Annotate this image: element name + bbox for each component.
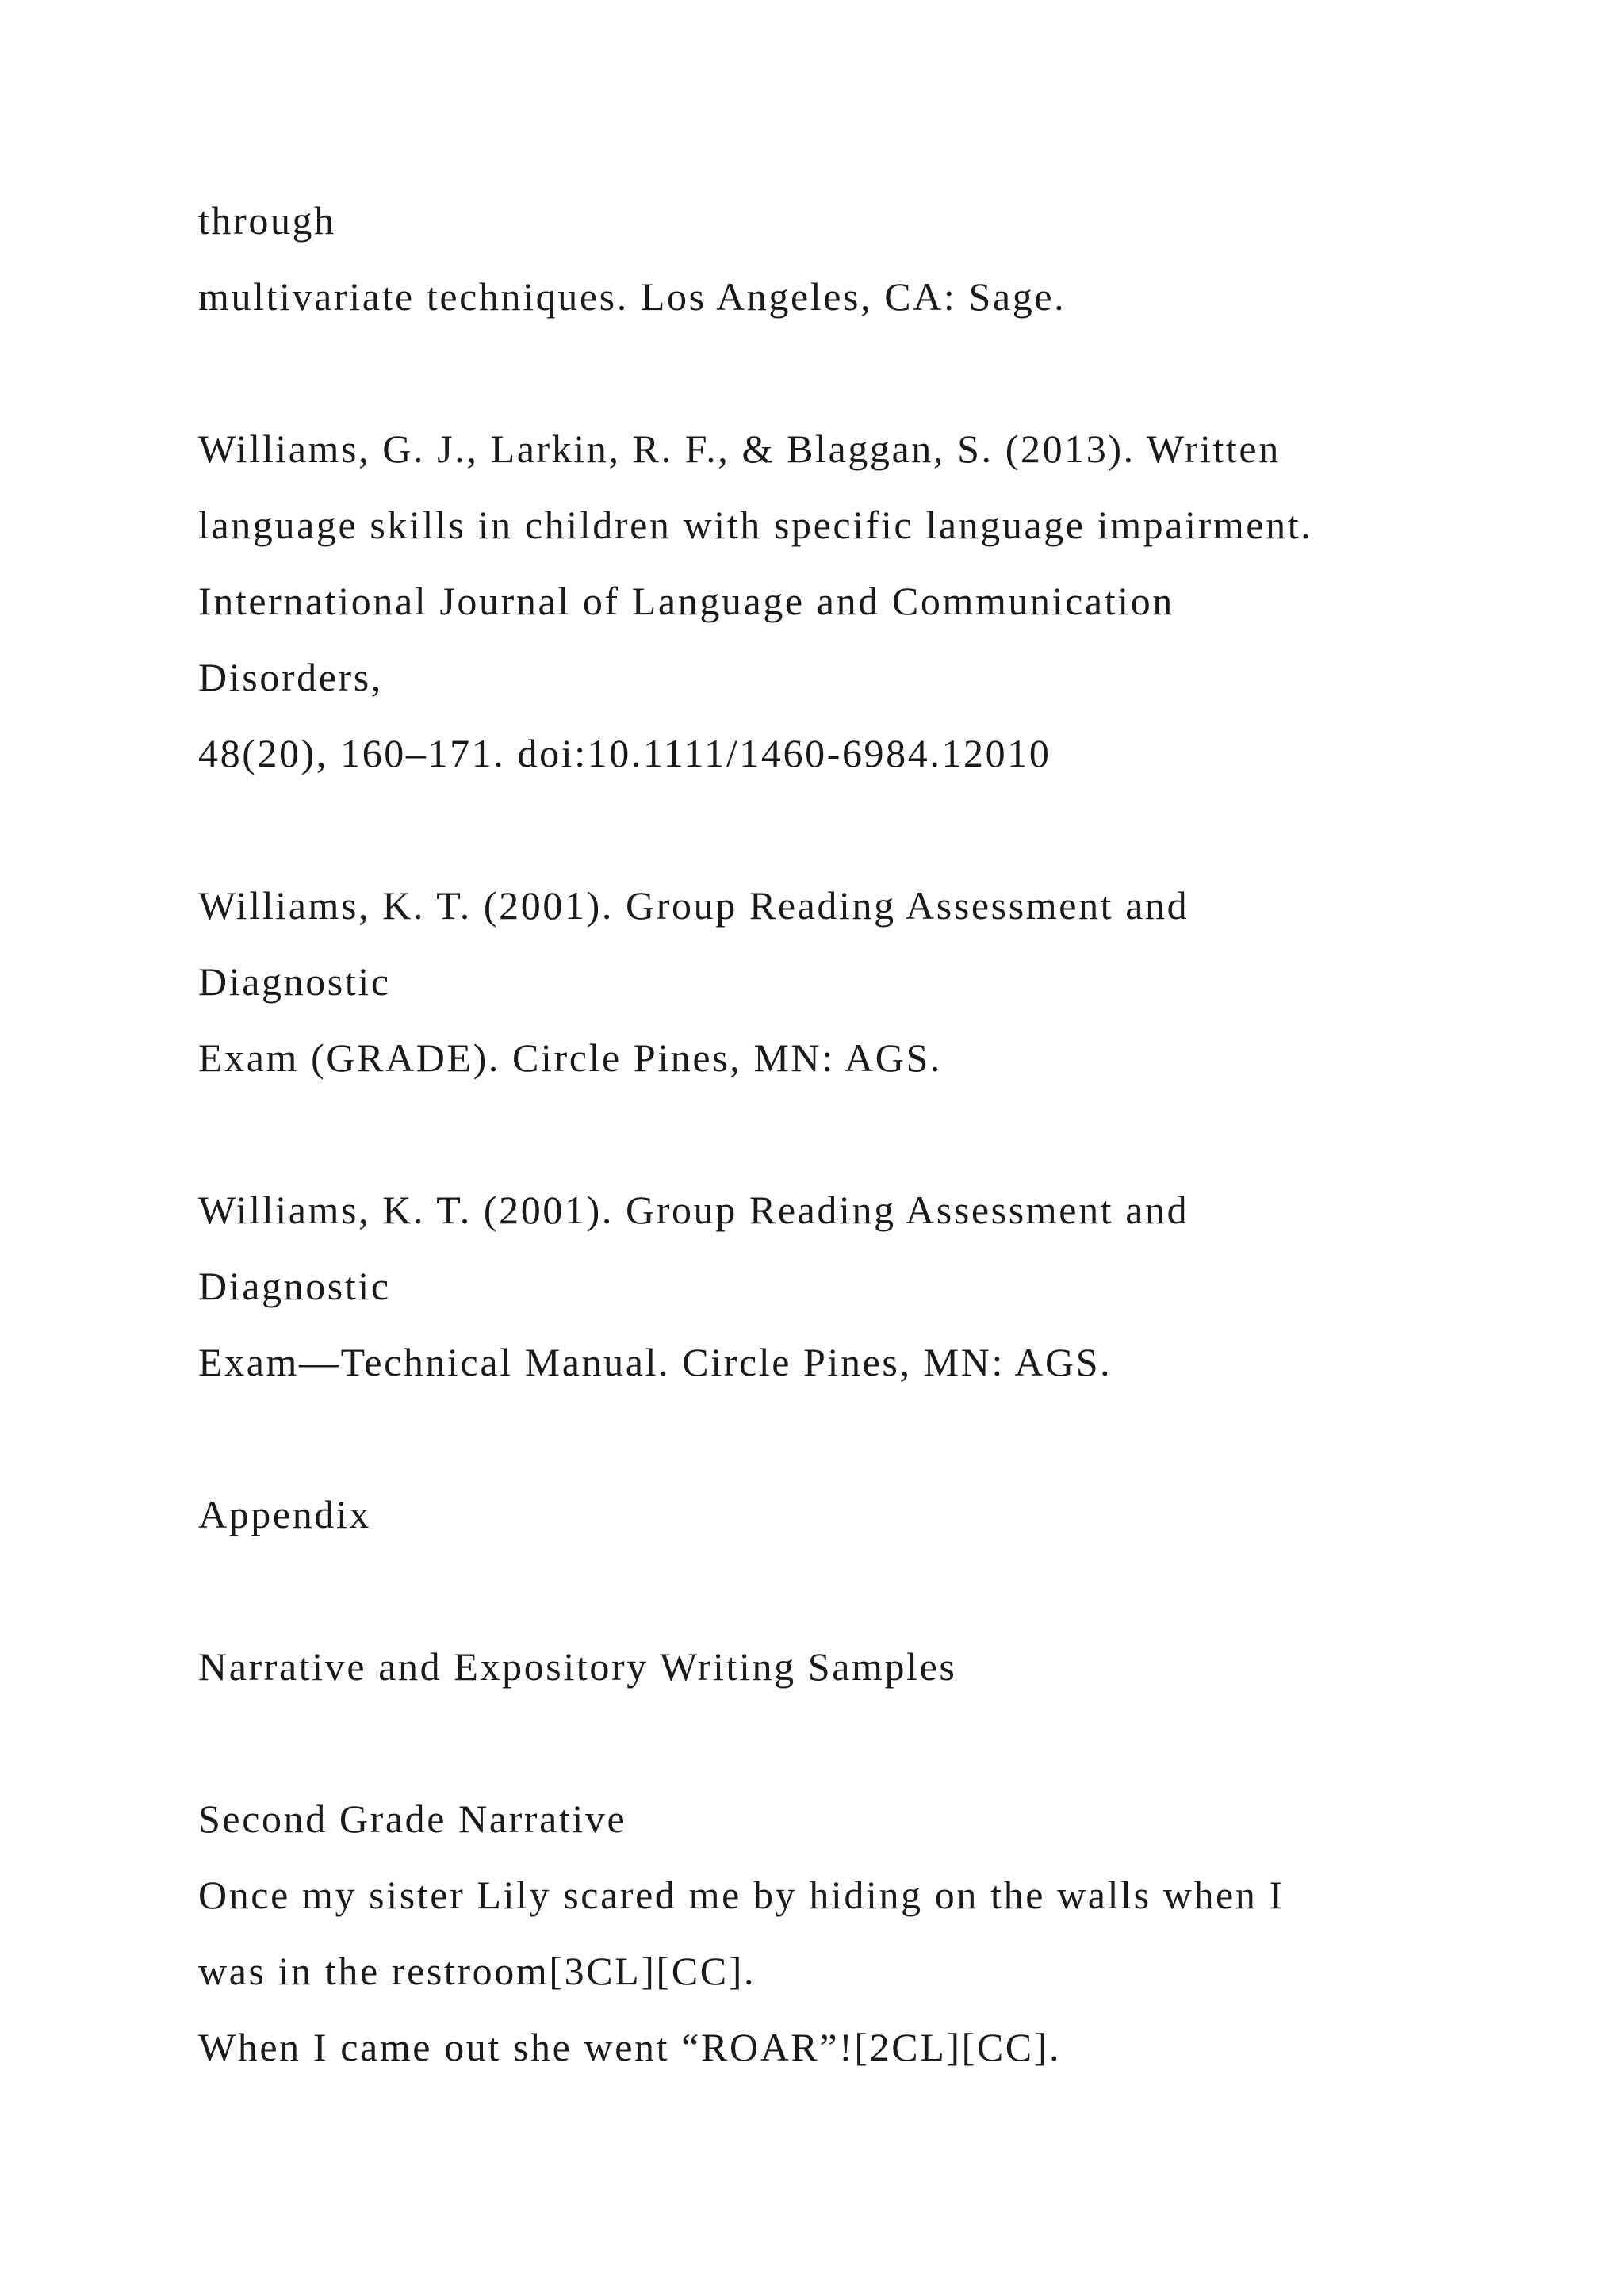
reference-williams-2001b-line-3: Exam—Technical Manual. Circle Pines, MN: AGS. (198, 1340, 1113, 1384)
reference-williams-2001b-line-2: Diagnostic (198, 1264, 391, 1308)
writing-sample-line-1: Once my sister Lily scared me by hiding on the walls when I (198, 1873, 1285, 1917)
reference-williams-2013-line-2: language skills in children with specific language impairment. (198, 503, 1313, 547)
writing-sample-line-3: When I came out she went “ROAR”![2CL][CC]. (198, 2025, 1062, 2069)
appendix-heading: Appendix (198, 1492, 371, 1536)
writing-sample-line-2: was in the restroom[3CL][CC]. (198, 1949, 756, 1993)
reference-williams-2013-line-5: 48(20), 160–171. doi:10.1111/1460-6984.12010 (198, 731, 1051, 775)
reference-continuation-line: multivariate techniques. Los Angeles, CA: Sage. (198, 274, 1067, 319)
subsection-heading: Second Grade Narrative (198, 1797, 627, 1841)
reference-williams-2001a-line-1: Williams, K. T. (2001). Group Reading Assessment and (198, 883, 1189, 928)
section-heading: Narrative and Expository Writing Samples (198, 1644, 957, 1689)
reference-williams-2013-line-4: Disorders, (198, 655, 383, 699)
reference-continuation-line: through (198, 198, 336, 243)
reference-williams-2001b-line-1: Williams, K. T. (2001). Group Reading Assessment and (198, 1188, 1189, 1232)
reference-williams-2013-line-1: Williams, G. J., Larkin, R. F., & Blaggan, S. (2013). Written (198, 427, 1281, 471)
reference-williams-2001a-line-2: Diagnostic (198, 959, 391, 1004)
reference-williams-2001a-line-3: Exam (GRADE). Circle Pines, MN: AGS. (198, 1035, 942, 1080)
reference-williams-2013-line-3: International Journal of Language and Communication (198, 579, 1174, 623)
